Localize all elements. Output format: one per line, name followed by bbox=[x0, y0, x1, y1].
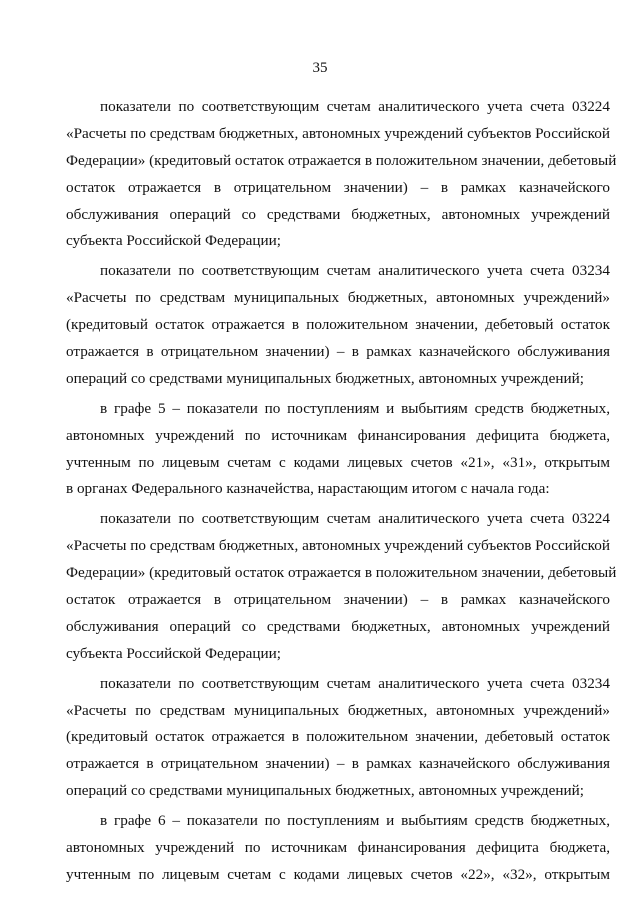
paragraph bbox=[66, 506, 617, 667]
text-line: показатели по соответствующим счетам аналитического учета счета 03234 bbox=[100, 262, 610, 280]
text-line: автономных учреждений по источникам финансирования дефицита бюджета, bbox=[66, 426, 610, 444]
text-line: (кредитовый остаток отражается в положительном значении, дебетовый остаток bbox=[66, 316, 610, 334]
paragraph bbox=[66, 808, 610, 889]
text-line: «Расчеты по средствам муниципальных бюджетных, автономных учреждений» bbox=[66, 701, 610, 719]
text-line: отражается в отрицательном значении) – в рамках казначейского обслуживания bbox=[66, 343, 610, 361]
text-line: операций со средствами муниципальных бюджетных, автономных учреждений; bbox=[66, 782, 584, 800]
text-line: Федерации» (кредитовый остаток отражается в положительном значении, дебетовый bbox=[66, 151, 617, 169]
paragraph bbox=[66, 396, 610, 504]
text-line: Федерации» (кредитовый остаток отражается в положительном значении, дебетовый bbox=[66, 564, 617, 582]
page-number: 35 bbox=[312, 60, 328, 76]
text-line: «Расчеты по средствам муниципальных бюджетных, автономных учреждений» bbox=[66, 289, 610, 307]
paragraph bbox=[66, 94, 617, 255]
text-line: остаток отражается в отрицательном значении) – в рамках казначейского bbox=[66, 591, 610, 609]
document-body bbox=[66, 94, 617, 889]
text-line: показатели по соответствующим счетам аналитического учета счета 03224 bbox=[100, 510, 610, 528]
text-line: «Расчеты по средствам бюджетных, автономных учреждений субъектов Российской bbox=[66, 537, 611, 555]
text-line: в органах Федерального казначейства, нарастающим итогом с начала года: bbox=[66, 480, 550, 498]
text-line: показатели по соответствующим счетам аналитического учета счета 03234 bbox=[100, 674, 610, 692]
text-line: обслуживания операций со средствами бюджетных, автономных учреждений bbox=[66, 617, 610, 635]
text-line: показатели по соответствующим счетам аналитического учета счета 03224 bbox=[100, 98, 610, 115]
text-line: «Расчеты по средствам бюджетных, автономных учреждений субъектов Российской bbox=[66, 124, 611, 142]
text-line: автономных учреждений по источникам финансирования дефицита бюджета, bbox=[66, 839, 610, 857]
text-line: (кредитовый остаток отражается в положительном значении, дебетовый остаток bbox=[66, 728, 610, 746]
text-line: субъекта Российской Федерации; bbox=[66, 232, 282, 250]
text-line: отражается в отрицательном значении) – в рамках казначейского обслуживания bbox=[66, 755, 610, 773]
text-line: учтенным по лицевым счетам с кодами лицевых счетов «22», «32», открытым bbox=[66, 865, 610, 883]
text-line: в графе 6 – показатели по поступлениям и выбытиям средств бюджетных, bbox=[100, 812, 610, 830]
text-line: учтенным по лицевым счетам с кодами лицевых счетов «21», «31», открытым bbox=[66, 453, 610, 471]
text-line: остаток отражается в отрицательном значении) – в рамках казначейского bbox=[66, 178, 610, 196]
text-line: субъекта Российской Федерации; bbox=[66, 644, 282, 662]
paragraph bbox=[66, 671, 610, 805]
text-line: в графе 5 – показатели по поступлениям и выбытиям средств бюджетных, bbox=[100, 399, 610, 417]
text-line: операций со средствами муниципальных бюджетных, автономных учреждений; bbox=[66, 369, 584, 387]
paragraph bbox=[66, 258, 610, 392]
text-line: обслуживания операций со средствами бюджетных, автономных учреждений bbox=[66, 205, 610, 223]
